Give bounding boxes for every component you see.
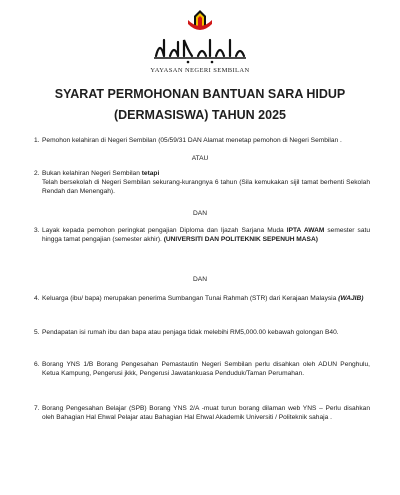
item-emphasis: (UNIVERSITI DAN POLITEKNIK SEPENUH MASA)	[163, 235, 318, 243]
item-emphasis: IPTA AWAM	[286, 227, 325, 234]
separator-atau: ATAU	[191, 155, 209, 162]
item-number: 3.	[34, 227, 40, 234]
item-text	[42, 227, 370, 245]
item-text: Pemohon kelahiran di Negeri Sembilan (05/59/31 DAN Alamat menetap pemohon di Negeri Sembilan .	[42, 137, 342, 144]
item-emphasis: tetapi	[141, 170, 160, 177]
item-number: 6.	[34, 361, 40, 368]
item-number: 5.	[34, 329, 40, 336]
requirement-item-3	[34, 227, 370, 245]
item-text: Pendapatan isi rumah ibu dan bapa atau penjaga tidak melebihi RM5,000.00 kebawah golongan B40.	[42, 329, 339, 336]
page-title-line1: SYARAT PERMOHONAN BANTUAN SARA HIDUP	[54, 87, 346, 101]
item-text	[42, 295, 370, 304]
logo-caption: YAYASAN NEGERI SEMBILAN	[150, 67, 250, 74]
requirement-item-5	[34, 329, 370, 338]
item-text-lead	[42, 170, 370, 179]
item-text-part: Layak kepada pemohon peringkat pengajian Diploma dan Ijazah Sarjana Muda	[42, 227, 287, 234]
item-number: 7.	[34, 405, 40, 412]
item-text-detail: Telah bersekolah di Negeri Sembilan sekurang-kurangnya 6 tahun (Sila kemukakan sijil tamat berhenti Sekolah Rendah dan Menengah).	[42, 178, 370, 195]
item-number: 2.	[34, 170, 40, 177]
yayasan-logo	[148, 10, 252, 74]
item-number: 1.	[34, 137, 40, 144]
item-text: Borang Pengesahan Belajar (SPB) Borang YNS 2/A -muat turun borang dilaman web YNS – Perlu disahkan oleh Bahagian Hal Ehwal Pelajar atau Bahagian Hal Ehwal Akademik Universiti / Politeknik sahaja .	[42, 405, 370, 421]
requirement-item-6	[34, 361, 370, 379]
item-text-part: semester satu hingga tamat pengajian (semester akhir).	[42, 227, 370, 243]
item-text-part: Keluarga (ibu/ bapa) merupakan penerima Sumbangan Tunai Rahmah (STR) dari Kerajaan Malaysia	[42, 295, 339, 302]
item-number: 4.	[34, 295, 40, 302]
separator-dan-2: DAN	[193, 276, 207, 283]
item-emphasis: (WAJIB)	[338, 295, 364, 302]
logo-emblem-icon	[148, 10, 252, 66]
item-text: Borang YNS 1/B Borang Pengesahan Pemastautin Negeri Sembilan perlu disahkan oleh ADUN Penghulu, Ketua Kampung, Pengerusi jkkk, Pengerusi Jawatankuasa Penduduk/Taman Perumahan.	[42, 361, 370, 377]
requirement-item-4	[34, 295, 370, 304]
requirement-item-2	[34, 170, 370, 196]
item-text: Bukan kelahiran Negeri Sembilan	[42, 170, 142, 177]
requirement-item-7	[34, 405, 370, 423]
page-title-line2: (DERMASISWA) TAHUN 2025	[113, 108, 286, 122]
requirement-item-1	[34, 137, 370, 146]
separator-dan: DAN	[193, 210, 207, 217]
